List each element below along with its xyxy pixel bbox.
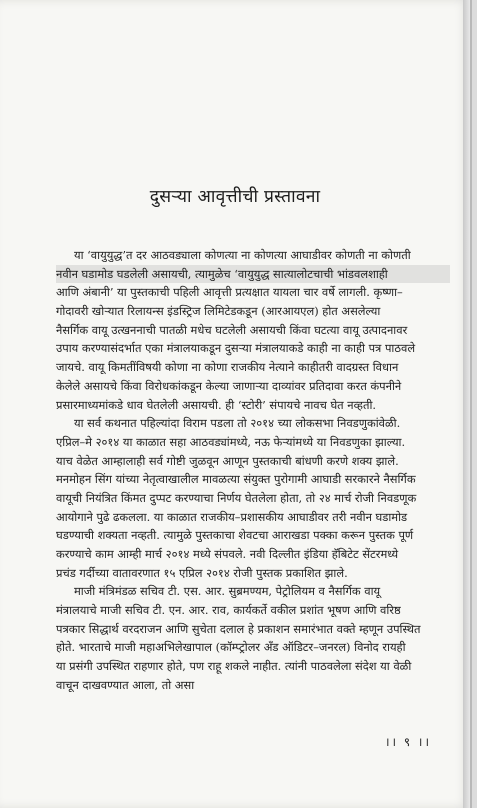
page-body [56, 246, 450, 695]
text-line-19: माजी मंत्रिमंडळ सचिव टी. एस. आर. सुब्रमण्यम, पेट्रोलियम व नैसर्गिक वायू [74, 584, 381, 599]
text-line-22: होते. भारताचे माजी महाअभिलेखापाल (कॉम्प्ट्रोलर अँड ऑडिटर–जनरल) विनोद रायही [56, 640, 406, 655]
text-line-18: प्रचंड गर्दीच्या वातावरणात १५ एप्रिल २०१४ रोजी पुस्तक प्रकाशित झाले. [56, 565, 348, 580]
text-line-21: पत्रकार सिद्धार्थ वरदराजन आणि सुचेता दलाल हे प्रकाशन समारंभात वक्ते म्हणून उपस्थित [56, 621, 421, 636]
text-line-4: गोदावरी खोऱ्यात रिलायन्स इंडस्ट्रिज लिमिटेडकडून (आरआयएल) होत असलेल्या [56, 304, 381, 319]
text-line-16: घडण्याची शक्यता नव्हती. त्यामुळे पुस्तकाचा शेवटचा आराखडा पक्का करून पुस्तक पूर्ण [56, 528, 414, 543]
page-number: ।। ९ ।। [384, 735, 432, 749]
text-line-10: या सर्व कथनात पहिल्यांदा विराम पडला तो २०१४ च्या लोकसभा निवडणुकांवेळी. [74, 416, 401, 431]
text-line-5: नैसर्गिक वायू उत्खननाची पातळी मधेच घटलेली असायची किंवा घटत्या वायू उत्पादनावर [56, 322, 408, 337]
text-line-6: उपाय करण्यासंदर्भात एका मंत्रालयाकडून दुसऱ्या मंत्रालयाकडे काही ना काही पत्र पाठवले [56, 341, 416, 356]
text-line-8: केलेले असायचे किंवा विरोधकांकडून केल्या जाणाऱ्या दाव्यांवर प्रतिदावा करत कंपनीने [56, 378, 402, 393]
text-line-17: करण्याचे काम आम्ही मार्च २०१४ मध्ये संपवले. नवी दिल्लीत इंडिया हॅबिटेट सेंटरमध्ये [56, 547, 399, 561]
text-line-23: या प्रसंगी उपस्थित राहणार होते, पण राहू शकले नाहीत. त्यांनी पाठवलेला संदेश या वेळी [56, 659, 412, 674]
text-line-2: नवीन घडामोड घडलेली असायची, त्यामुळेच ‘वायुयुद्ध सात्यालोटचाची भांडवलशाही [56, 265, 450, 284]
text-line-1: या ‘वायुयुद्ध’त दर आठवड्याला कोणत्या ना कोणत्या आघाडीवर कोणती ना कोणती [74, 248, 411, 262]
text-line-3: आणि अंबानी’ या पुस्तकाची पहिली आवृत्ती प्रत्यक्षात यायला चार वर्षे लागली. कृष्णा– [56, 285, 403, 300]
text-line-24: वाचून दाखवण्यात आला, तो असा [56, 677, 195, 692]
text-line-9: प्रसारमाध्यमांकडे धाव घेतलेली असायची. ही ‘स्टोरी’ संपायचे नावच घेत नव्हती. [56, 397, 377, 412]
text-line-15: आयोगाने पुढे ढकलला. या काळात राजकीय–प्रशासकीय आघाडीवर तरी नवीन घडामोड [56, 509, 408, 524]
text-line-11: एप्रिल–मे २०१४ या काळात सहा आठवड्यांमध्ये, नऊ फेऱ्यांमध्ये या निवडणुका झाल्या. [56, 434, 406, 449]
text-line-12: याच वेळेत आम्हालाही सर्व गोष्टी जुळवून आणून पुस्तकाची बांधणी करणे शक्य झाले. [56, 453, 399, 468]
text-line-7: जायचे. वायू किमतींविषयी कोणा ना कोणा राजकीय नेत्याने काहीतरी वादग्रस्त विधान [56, 360, 399, 375]
page-title: दुसऱ्या आवृत्तीची प्रस्तावना [149, 187, 321, 207]
page-edge-shadow [463, 0, 470, 808]
text-line-20: मंत्रालयाचे माजी सचिव टी. एन. आर. राव, कार्यकर्ते वकील प्रशांत भूषण आणि वरिष्ठ [56, 603, 401, 618]
text-line-14: वायूची नियंत्रित किंमत दुप्पट करण्याचा निर्णय घेतलेला होता, तो २४ मार्च रोजी निवडणूक [56, 490, 417, 505]
text-line-13: मनमोहन सिंग यांच्या नेतृत्वाखालील मावळत्या संयुक्त पुरोगामी आघाडी सरकारने नैसर्गिक [56, 472, 416, 487]
